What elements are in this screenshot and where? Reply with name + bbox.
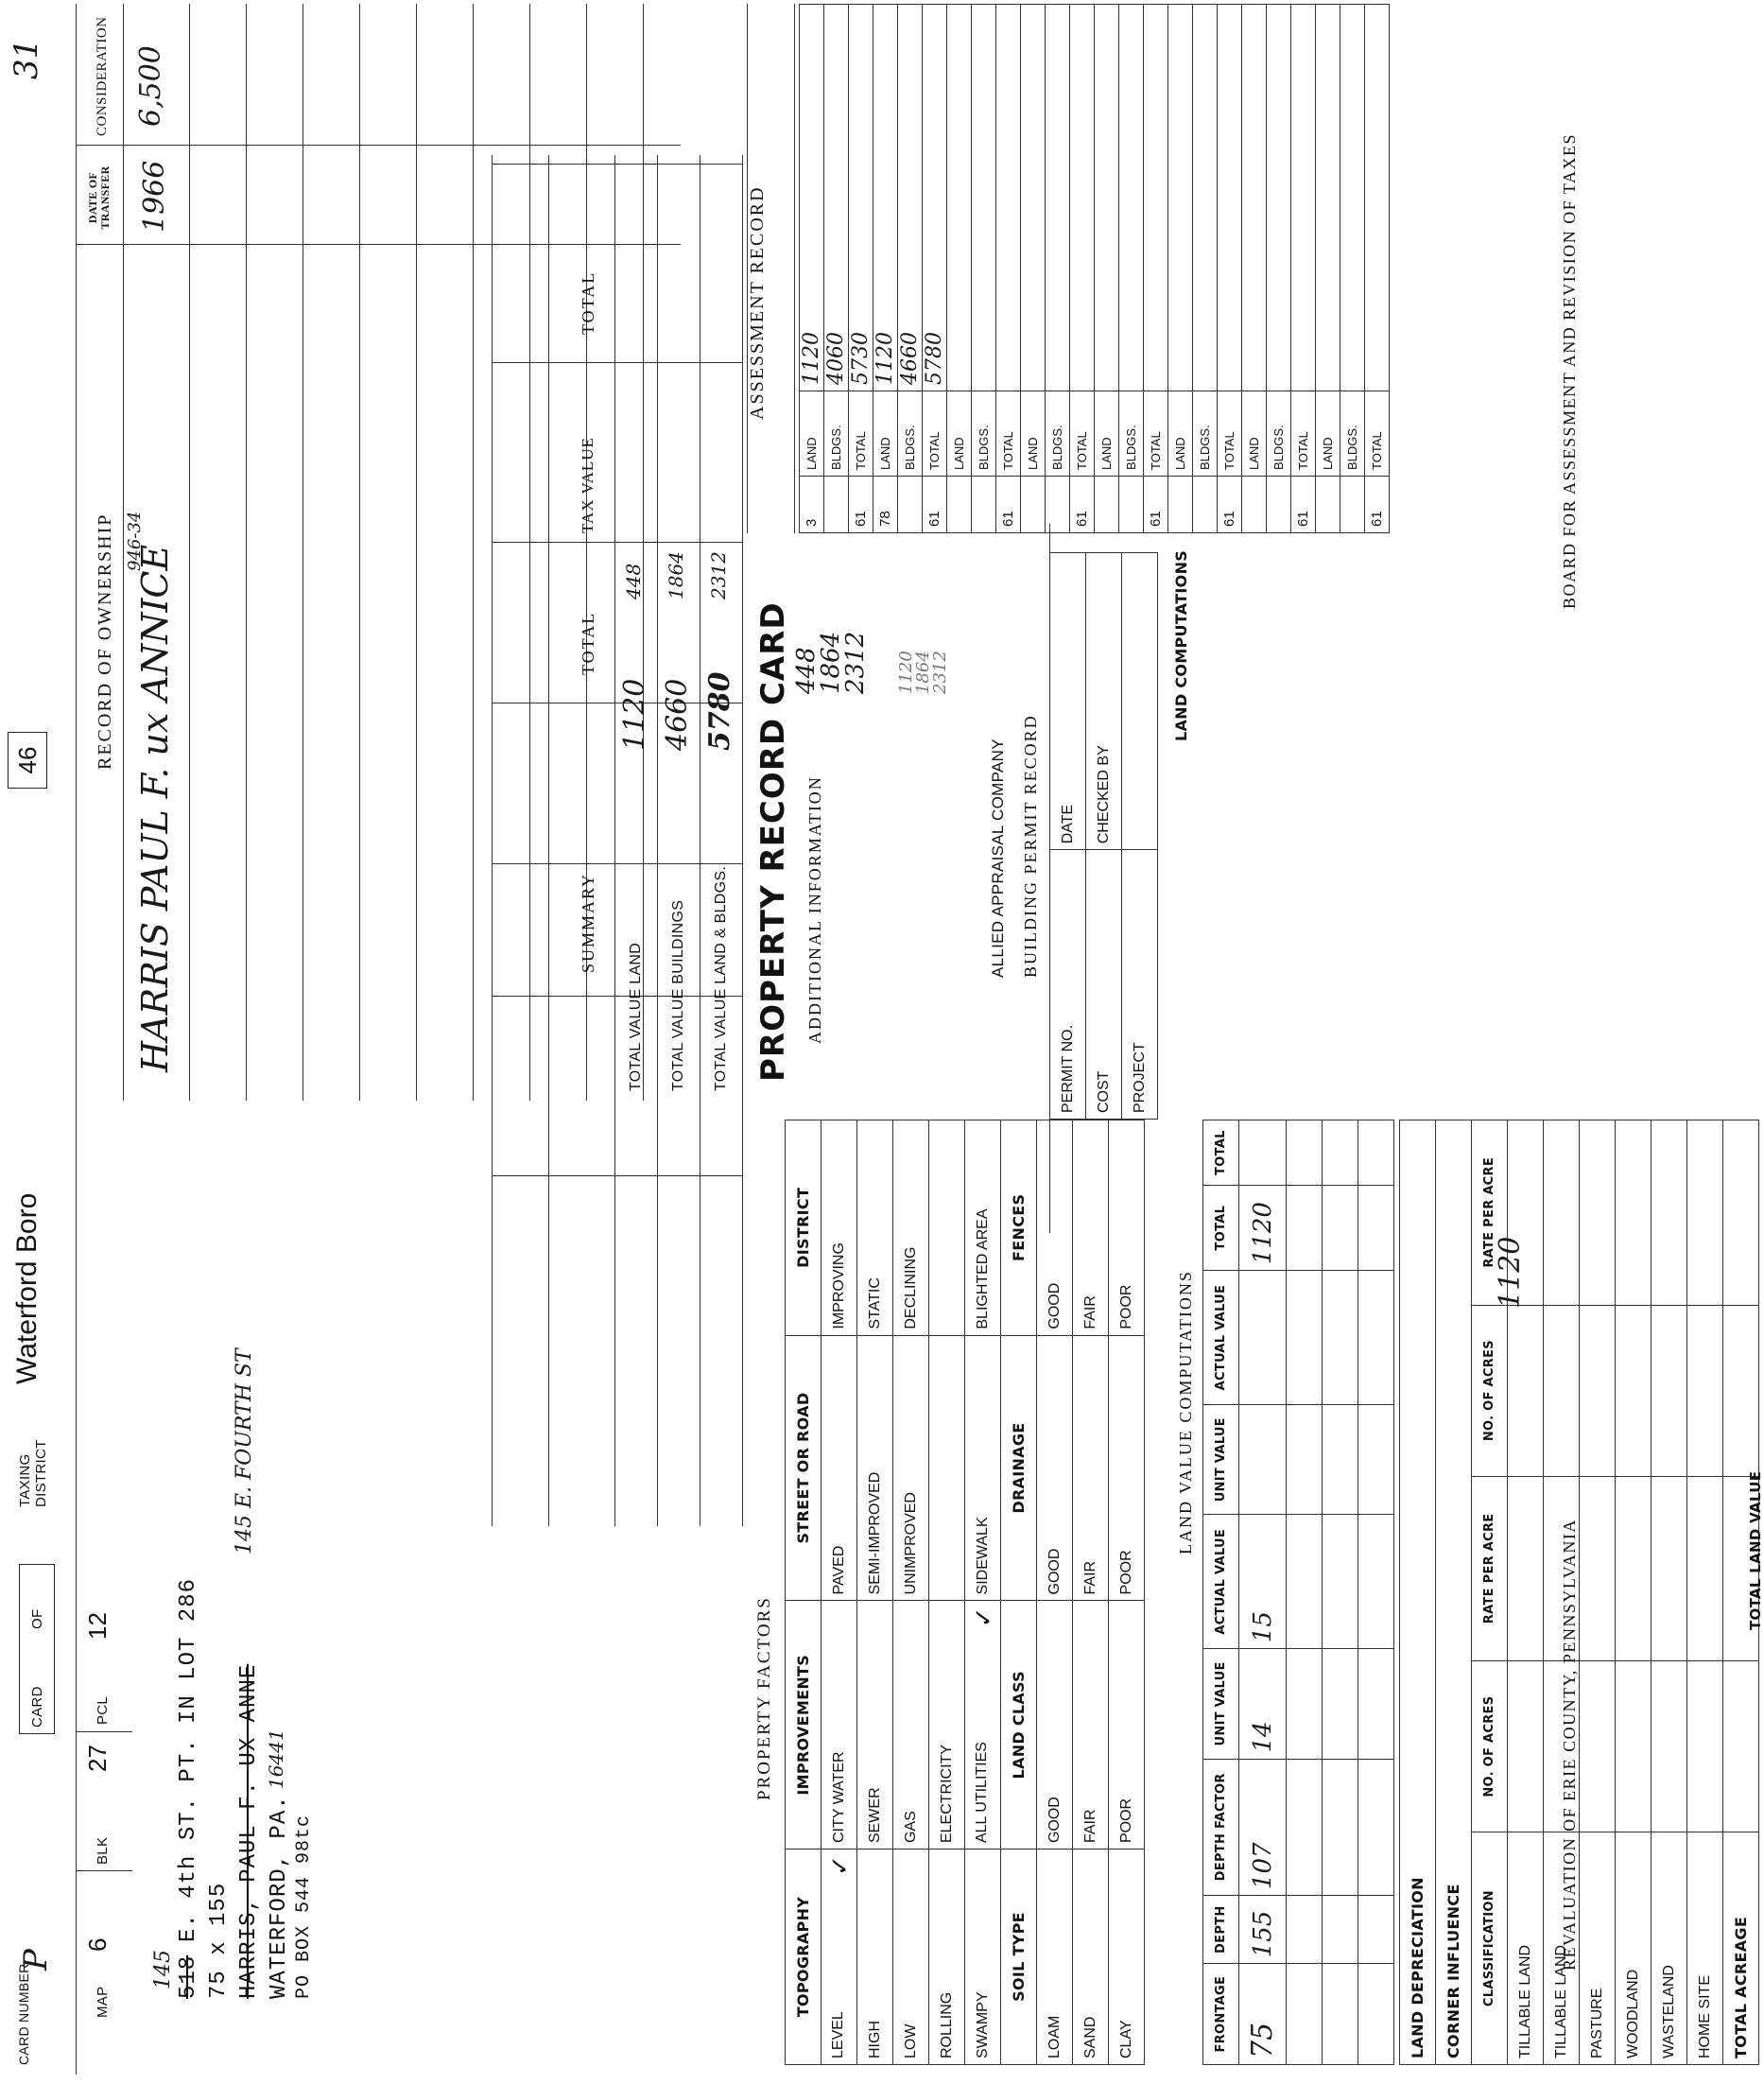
of-label: OF <box>29 1608 45 1629</box>
ownership-title: RECORD OF OWNERSHIP <box>95 512 115 770</box>
assessment-year-cell <box>1340 477 1365 533</box>
acreage-classification: TILLABLE LAND <box>1508 1832 1544 2065</box>
assessment-label-cell: BLDGS. <box>1119 391 1144 477</box>
owner-name: HARRIS PAUL F. ux ANNICE <box>134 544 176 1072</box>
drainage-header: DRAINAGE <box>1001 1335 1037 1601</box>
additional-info-value-3: 2312 <box>841 631 870 694</box>
land-computations-label: LAND COMPUTATIONS <box>1172 549 1190 741</box>
assessment-label-cell: LAND <box>873 391 898 477</box>
improvements-city-water: CITY WATER <box>821 1601 857 1850</box>
address-block <box>142 1157 454 2008</box>
assessment-year-cell <box>1021 477 1046 533</box>
topography-rolling: ROLLING <box>929 1850 965 2065</box>
assessment-value-cell <box>1291 5 1316 391</box>
topography-swampy: SWAMPY <box>965 1850 1001 2065</box>
consideration-label: CONSIDERATION <box>95 16 110 136</box>
acreage-cell <box>1580 1661 1616 1832</box>
acreage-cell <box>1616 1476 1652 1661</box>
assessment-title: ASSESSMENT RECORD <box>747 185 768 420</box>
appraisal-company: ALLIED APPRAISAL COMPANY <box>989 738 1007 978</box>
acreage-column-header: NO. OF ACRES <box>1472 1305 1508 1476</box>
assessment-year-cell: 61 <box>849 477 873 533</box>
acreage-column-header: RATE PER ACRE <box>1472 1120 1508 1306</box>
assessment-year-cell <box>1095 477 1119 533</box>
acreage-row <box>1580 1120 1616 2065</box>
assessment-value-cell: 5780 <box>923 5 947 391</box>
address-number-note: 145 <box>151 1950 175 1989</box>
taxing-district-label: TAXING DISTRICT <box>17 1439 49 1507</box>
lv-unit-value: 14 <box>1239 1649 1287 1759</box>
summary-row-land-tax: 448 <box>622 563 645 599</box>
assessment-row <box>1267 5 1291 533</box>
additional-info-faint-values <box>898 599 949 694</box>
assessment-row <box>1168 5 1193 533</box>
acreage-cell <box>1544 1305 1580 1476</box>
assessment-label-cell: LAND <box>1168 391 1193 477</box>
assessment-year-cell: 78 <box>873 477 898 533</box>
lv-column-header: TOTAL <box>1203 1186 1239 1271</box>
permit-cost-field: COST <box>1086 850 1122 1120</box>
fences-poor: POOR <box>1109 1120 1145 1336</box>
acreage-cell <box>1616 1305 1652 1476</box>
map-value: 6 <box>83 1937 112 1952</box>
topography-level: LEVEL ✓ <box>821 1850 857 2065</box>
improvements-gas: GAS <box>893 1601 929 1850</box>
acreage-cell <box>1580 1305 1616 1476</box>
land-class-fair: FAIR <box>1073 1601 1109 1850</box>
lv-column-header: TOTAL <box>1203 1120 1239 1186</box>
assessment-label-cell: BLDGS. <box>824 391 849 477</box>
land-value-title: LAND VALUE COMPUTATIONS <box>1176 1270 1195 1554</box>
assessment-grid <box>799 4 1390 533</box>
pcl-value: 12 <box>83 1612 112 1640</box>
consideration-value: 6,500 <box>134 45 167 127</box>
assessment-value-cell <box>1144 5 1168 391</box>
acreage-cell <box>1687 1120 1723 1306</box>
lv-actual-value: 15 <box>1239 1515 1287 1649</box>
acreage-classification: PASTURE <box>1580 1832 1616 2065</box>
assessment-row <box>947 5 972 533</box>
lv-column-header: UNIT VALUE <box>1203 1649 1239 1759</box>
district-improving: IMPROVING <box>821 1120 857 1336</box>
assessment-value-cell <box>947 5 972 391</box>
additional-info-value-2: 1864 <box>817 631 845 694</box>
assessment-row <box>1193 5 1218 533</box>
assessment-label-cell: BLDGS. <box>898 391 923 477</box>
total-land-value-label: TOTAL LAND VALUE <box>1747 1470 1764 1630</box>
summary-row-land-total: 1120 <box>618 678 651 751</box>
permit-checked-field: CHECKED BY <box>1086 553 1122 850</box>
assessment-row <box>800 5 824 533</box>
assessment-year-cell: 61 <box>1070 477 1095 533</box>
assessment-value-cell <box>1168 5 1193 391</box>
assessment-label-cell: LAND <box>1242 391 1267 477</box>
topography-high: HIGH <box>857 1850 893 2065</box>
assessment-value-cell: 1120 <box>873 5 898 391</box>
address-line1: E. 4th ST. PT. IN LOT 286 <box>176 1577 201 1942</box>
additional-info-title: ADDITIONAL INFORMATION <box>805 775 824 1044</box>
assessment-row <box>1070 5 1095 533</box>
street-blank <box>929 1335 965 1601</box>
assessment-label-cell: LAND <box>947 391 972 477</box>
street-semi-improved: SEMI-IMPROVED <box>857 1335 893 1601</box>
assessment-value-cell <box>996 5 1021 391</box>
assessment-label-cell: TOTAL <box>1218 391 1242 477</box>
footer-right: BOARD FOR ASSESSMENT AND REVISION OF TAXES <box>1560 133 1579 609</box>
page-number: 31 <box>8 38 45 79</box>
faint-value-2: 1864 <box>913 651 933 694</box>
improvements-electricity: ELECTRICITY <box>929 1601 965 1850</box>
map-label: MAP <box>95 1986 111 2018</box>
assessment-value-cell <box>1193 5 1218 391</box>
building-permit-title: BUILDING PERMIT RECORD <box>1021 714 1040 978</box>
summary-section <box>492 155 742 1526</box>
assessment-label-cell: LAND <box>1095 391 1119 477</box>
fences-good: GOOD <box>1037 1120 1073 1336</box>
summary-row-total-tax: 2312 <box>707 551 730 599</box>
assessment-year-cell <box>1046 477 1070 533</box>
drainage-poor: POOR <box>1109 1335 1145 1601</box>
footer-left: REVALUATION OF ERIE COUNTY, PENNSYLVANIA <box>1560 1519 1579 1971</box>
acreage-cell <box>1652 1476 1687 1661</box>
assessment-row <box>1144 5 1168 533</box>
assessment-value-cell <box>1021 5 1046 391</box>
assessment-row <box>1316 5 1340 533</box>
summary-row-land-label: TOTAL VALUE LAND <box>628 942 644 1091</box>
taxing-district-value: Waterford Boro <box>11 1192 43 1384</box>
address-line4: WATERFORD, PA. <box>267 1795 292 1999</box>
topography-low: LOW <box>893 1850 929 2065</box>
total-land-value: 1120 <box>1494 1236 1527 1309</box>
acreage-classification: WASTELAND <box>1652 1832 1687 2065</box>
assessment-year-cell <box>898 477 923 533</box>
assessment-value-cell <box>1070 5 1095 391</box>
additional-info-values <box>794 590 868 694</box>
deed-reference: 946-34 <box>125 511 145 571</box>
pcl-label: PCL <box>95 1695 111 1725</box>
assessment-year-cell: 61 <box>1291 477 1316 533</box>
summary-row-total-label: TOTAL VALUE LAND & BLDGS. <box>713 865 729 1091</box>
permit-project-field: PROJECT <box>1122 850 1158 1120</box>
assessment-label-cell: BLDGS. <box>1046 391 1070 477</box>
assessment-row <box>1021 5 1046 533</box>
acreage-cell <box>1652 1120 1687 1306</box>
drainage-good: GOOD <box>1037 1335 1073 1601</box>
assessment-value-cell: 4660 <box>898 5 923 391</box>
acreage-row <box>1687 1120 1723 2065</box>
assessment-value-cell <box>1365 5 1390 391</box>
assessment-row <box>1218 5 1242 533</box>
acreage-cell <box>1580 1476 1616 1661</box>
soil-clay: CLAY <box>1109 1850 1145 2065</box>
assessment-label-cell: TOTAL <box>1365 391 1390 477</box>
additional-info-section <box>747 524 1333 1101</box>
assessment-label-cell: TOTAL <box>1070 391 1095 477</box>
assessment-value-cell <box>1267 5 1291 391</box>
street-sidewalk: SIDEWALK <box>965 1335 1001 1601</box>
district-blighted: BLIGHTED AREA <box>965 1120 1001 1336</box>
assessment-row <box>1242 5 1267 533</box>
assessment-year-cell: 61 <box>1218 477 1242 533</box>
acreage-cell <box>1544 1120 1580 1306</box>
assessment-row <box>972 5 996 533</box>
assessment-label-cell: TOTAL <box>1291 391 1316 477</box>
acreage-cell <box>1616 1120 1652 1306</box>
acreage-classification: HOME SITE <box>1687 1832 1723 2065</box>
summary-tax-label: TAX VALUE <box>579 437 597 533</box>
improvements-header: IMPROVEMENTS <box>786 1601 821 1850</box>
assessment-label-cell: TOTAL <box>849 391 873 477</box>
assessment-label-cell: BLDGS. <box>1193 391 1218 477</box>
date-of-transfer-label: DATE OF TRANSFER <box>86 165 112 230</box>
assessment-year-cell: 61 <box>996 477 1021 533</box>
right-total-label: TOTAL <box>579 270 597 335</box>
card-number-label: CARD NUMBER <box>16 1963 31 2065</box>
property-factors-table <box>785 1120 1145 2065</box>
permit-blank-field <box>1122 553 1158 850</box>
lv-column-header: ACTUAL VALUE <box>1203 1271 1239 1405</box>
soil-type-header: SOIL TYPE <box>1001 1850 1037 2065</box>
lv-total-2 <box>1239 1120 1287 1186</box>
summary-row-buildings-label: TOTAL VALUE BUILDINGS <box>670 899 686 1091</box>
improvements-sewer: SEWER <box>857 1601 893 1850</box>
assessment-year-cell <box>1168 477 1193 533</box>
acreage-classification: TILLABLE LAND <box>1544 1832 1580 2065</box>
district-header: DISTRICT <box>786 1120 821 1336</box>
assessment-row <box>996 5 1021 533</box>
lv-actual-value-2 <box>1239 1271 1287 1405</box>
topography-header: TOPOGRAPHY <box>786 1850 821 2065</box>
assessment-row <box>849 5 873 533</box>
acreage-cell <box>1580 1120 1616 1306</box>
assessment-label-cell: BLDGS. <box>1340 391 1365 477</box>
land-class-good: GOOD <box>1037 1601 1073 1850</box>
assessment-row <box>873 5 898 533</box>
lv-depth: 155 <box>1239 1896 1287 1964</box>
card-number-field <box>17 1933 74 2065</box>
assessment-label-cell: BLDGS. <box>1267 391 1291 477</box>
lv-column-header: ACTUAL VALUE <box>1203 1515 1239 1649</box>
assessment-value-cell <box>1242 5 1267 391</box>
assessment-year-cell: 61 <box>923 477 947 533</box>
property-factors-title: PROPERTY FACTORS <box>754 1596 774 1800</box>
district-blank <box>929 1120 965 1336</box>
card-label: CARD <box>29 1686 45 1728</box>
assessment-year-cell: 3 <box>800 477 824 533</box>
assessment-year-cell <box>947 477 972 533</box>
improvements-all-utilities: ALL UTILITIES ✓ <box>965 1601 1001 1850</box>
assessment-row <box>1365 5 1390 533</box>
assessment-label-cell: BLDGS. <box>972 391 996 477</box>
lv-column-header: FRONTAGE <box>1203 1964 1239 2065</box>
street-header: STREET OR ROAD <box>786 1335 821 1601</box>
card-of-box <box>19 1564 55 1734</box>
address-line2: 75 x 155 <box>206 1882 232 1999</box>
land-class-poor: POOR <box>1109 1601 1145 1850</box>
building-permit-table <box>1049 552 1158 1120</box>
assessment-year-cell <box>824 477 849 533</box>
assessment-year-cell: 61 <box>1365 477 1390 533</box>
faint-value-3: 2312 <box>930 651 950 694</box>
acreage-cell <box>1652 1661 1687 1832</box>
assessment-label-cell: LAND <box>1021 391 1046 477</box>
assessment-year-cell <box>1119 477 1144 533</box>
lv-column-header: DEPTH <box>1203 1896 1239 1964</box>
acreage-row <box>1616 1120 1652 2065</box>
assessment-value-cell: 1120 <box>800 5 824 391</box>
acreage-column-header: CLASSIFICATION <box>1472 1832 1508 2065</box>
lv-unit-value-2 <box>1239 1405 1287 1515</box>
address-line4-note: 16441 <box>265 1728 287 1789</box>
acreage-cell <box>1508 1305 1544 1476</box>
assessment-year-cell: 61 <box>1144 477 1168 533</box>
lv-frontage: 75 <box>1239 1964 1287 2065</box>
lv-depth-factor: 107 <box>1239 1759 1287 1896</box>
summary-row-total-total: 5780 <box>703 671 736 751</box>
assessment-year-cell <box>1267 477 1291 533</box>
acreage-cell <box>1652 1305 1687 1476</box>
land-depreciation-label: LAND DEPRECIATION <box>1400 1120 1436 2065</box>
acreage-cell <box>1687 1661 1723 1832</box>
card-box-number: 46 <box>8 732 47 789</box>
acreage-column-header: RATE PER ACRE <box>1472 1476 1508 1661</box>
soil-loam: LOAM <box>1037 1850 1073 2065</box>
acreage-cell <box>1687 1305 1723 1476</box>
land-class-header: LAND CLASS <box>1001 1601 1037 1850</box>
address-struck-number: 518 <box>176 1954 201 1999</box>
district-declining: DECLINING <box>893 1120 929 1336</box>
soil-sand: SAND <box>1073 1850 1109 2065</box>
address-line3: HARRIS, PAUL F. UX ANNE <box>236 1663 262 1999</box>
acreage-cell <box>1687 1476 1723 1661</box>
street-unimproved: UNIMPROVED <box>893 1335 929 1601</box>
total-acreage-label: TOTAL ACREAGE <box>1723 1832 1759 2065</box>
assessment-value-cell <box>1316 5 1340 391</box>
assessment-value-cell: 4060 <box>824 5 849 391</box>
lv-total: 1120 <box>1239 1186 1287 1271</box>
assessment-row <box>898 5 923 533</box>
assessment-value-cell <box>1340 5 1365 391</box>
assessment-row <box>1340 5 1365 533</box>
faint-value-1: 1120 <box>896 651 916 694</box>
assessment-row <box>824 5 849 533</box>
assessment-row <box>1119 5 1144 533</box>
assessment-row <box>923 5 947 533</box>
summary-row-buildings-total: 4660 <box>661 678 694 751</box>
assessment-value-cell <box>1119 5 1144 391</box>
corner-influence-label: CORNER INFLUENCE <box>1436 1120 1472 2065</box>
acreage-column-header: NO. OF ACRES <box>1472 1661 1508 1832</box>
assessment-row <box>1095 5 1119 533</box>
acreage-cell <box>1508 1476 1544 1661</box>
assessment-label-cell: LAND <box>800 391 824 477</box>
acreage-cell <box>1616 1661 1652 1832</box>
assessment-value-cell: 5730 <box>849 5 873 391</box>
acreage-row <box>1652 1120 1687 2065</box>
assessment-year-cell <box>1316 477 1340 533</box>
assessment-value-cell <box>972 5 996 391</box>
assessment-value-cell <box>1095 5 1119 391</box>
additional-info-value-1: 448 <box>792 647 821 694</box>
street-paved: PAVED <box>821 1335 857 1601</box>
lv-column-header: UNIT VALUE <box>1203 1405 1239 1515</box>
fences-fair: FAIR <box>1073 1120 1109 1336</box>
assessment-row <box>1291 5 1316 533</box>
assessment-year-cell <box>1242 477 1267 533</box>
assessment-value-cell <box>1218 5 1242 391</box>
blk-label: BLK <box>95 1836 111 1865</box>
permit-no-field: PERMIT NO. <box>1050 850 1086 1120</box>
card-title: PROPERTY RECORD CARD <box>754 601 792 1082</box>
summary-row-buildings-tax: 1864 <box>665 551 687 599</box>
summary-title: SUMMARY <box>579 872 597 973</box>
assessment-year-cell <box>972 477 996 533</box>
district-static: STATIC <box>857 1120 893 1336</box>
permit-date-field: DATE <box>1050 553 1086 850</box>
assessment-value-cell <box>1046 5 1070 391</box>
assessment-label-cell: LAND <box>1316 391 1340 477</box>
summary-total-label: TOTAL <box>579 611 597 675</box>
assessment-label-cell: TOTAL <box>923 391 947 477</box>
lv-column-header: DEPTH FACTOR <box>1203 1759 1239 1896</box>
land-value-table <box>1202 1120 1394 2065</box>
assessment-year-cell <box>1193 477 1218 533</box>
address-line3-note: 145 E. FOURTH ST <box>233 1348 256 1554</box>
card-number-value: P <box>17 1949 55 1971</box>
blk-value: 27 <box>83 1745 112 1772</box>
address-line5: PO BOX 544 98tc <box>293 1814 315 1999</box>
assessment-label-cell: TOTAL <box>996 391 1021 477</box>
fences-header: FENCES <box>1001 1120 1037 1336</box>
assessment-label-cell: TOTAL <box>1144 391 1168 477</box>
acreage-cell <box>1508 1661 1544 1832</box>
assessment-row <box>1046 5 1070 533</box>
drainage-fair: FAIR <box>1073 1335 1109 1601</box>
transfer-date: 1966 <box>138 160 171 233</box>
acreage-classification: WOODLAND <box>1616 1832 1652 2065</box>
